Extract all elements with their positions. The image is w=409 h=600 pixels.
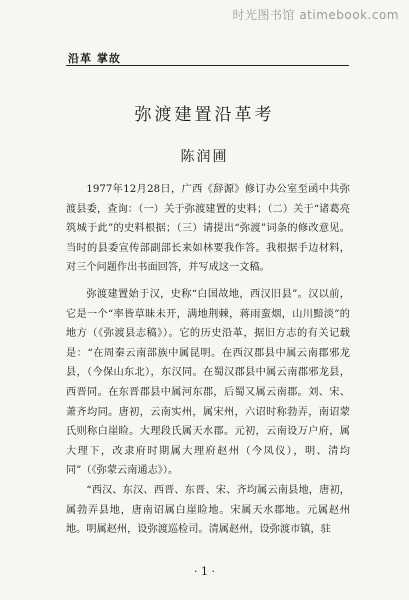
site-watermark: 时光图书馆 atimebook.com — [232, 8, 399, 22]
paragraph: 1977年12月28日，广西《辞源》修订办公室至函中共弥渡县委，查询：（一）关于弥渡建置的史料；（二）关于“诸葛亮筑城于此”的史料根据；（三）请提出“弥渡”词条的修改意见。当时的县委宣传部副部长来如林要我作答。我根据手边材料，对三个问题作出书面回答，并写成这一文稿。 — [66, 184, 350, 274]
paragraph: 弥渡建置始于汉，史称“白国故地，西汉旧县”。汉以前，它是一个“率皆草昧未开，满地荆棘，蒋雨蛮烟，山川黯淡”的地方（《弥渡县志稿》）。它的历史沿革，据旧方志的有关记载是：“在周秦云南部族中属昆明。在西汉郡县中属云南郡邪龙县，（今保山东北），东汉同。在蜀汉郡县中属云南郡邪龙县，西晋同。在东晋郡县中属河东郡，后蜀又属云南郡。刘、宋、萧齐均同。唐初，云南实州，属宋州，六诏时称勃弄，南诏蒙氏则称白崖睑。大理段氏属天水郡。元初，云南设万户府，属大理下，改隶府时期属大理府赵州（今凤仪），明、清均同”（《弥蒙云南通志》）。 — [66, 288, 350, 477]
article-body — [66, 180, 350, 540]
header-divider — [66, 65, 349, 66]
author-name: 陈润圃 — [180, 149, 229, 165]
section-header: 沿革 掌故 — [68, 52, 121, 65]
article-title: 弥渡建置沿革考 — [134, 105, 275, 125]
page-number: · 1 · — [194, 565, 215, 578]
paragraph: “西汉、东汉、西晋、东晋、宋、齐均属云南县地，唐初，属勃弄县地，唐南诏属白崖睑地。宋属天水郡地。元属赵州地。明属赵州，设弥渡巡检司。清属赵州，设弥渡市镇，驻 — [66, 484, 350, 536]
